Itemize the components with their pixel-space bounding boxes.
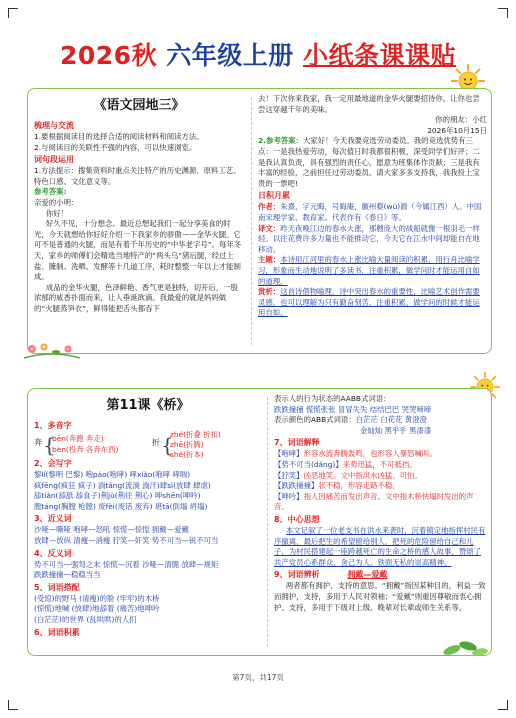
text-line: 沙哑—嘶哑 咆哮—怒吼 惊慌—惊惶 拥戴—爱戴 <box>34 525 189 535</box>
explain-item <box>274 449 487 460</box>
text-line: 跌跌撞撞 慌慌张张 冒冒失失 结结巴巴 哭哭啼啼 <box>274 404 432 414</box>
polyphone-reading: zhē(折腾) <box>170 440 204 449</box>
letter-paragraph: 成品的金华火腿，色泽鲜艳、香气更是独特，切开后，一股浓郁的咸香扑面而来，让人垂涎欲滴。我最爱的就是妈妈做的“火腿蒸笋衣”，鲜得能把舌头都吞下 <box>34 282 238 313</box>
crop-mark-top-left <box>8 8 18 18</box>
text: 昨天夜晚江边的春水大涨，那艘庞大的战船就像一根羽毛一样轻。以往花费许多力量也不能推动它，今天它在江水中间却能自在地移动。 <box>258 223 480 254</box>
panel-yuwen-yuandi <box>27 88 492 354</box>
text-line: 势不可当—强弩之末 惊慌—沉着 沙哑—清脆 放肆—规矩 <box>34 559 219 569</box>
section-title: 7、词语解释 <box>274 438 320 448</box>
section-title: 日积月累 <box>258 191 290 201</box>
poem-appreciation <box>258 287 487 319</box>
section-title: 参考答案: <box>34 187 67 197</box>
letter-to: 亲爱的小明： <box>34 197 79 207</box>
polyphone-reading: shé(折本) <box>170 450 204 459</box>
poem-theme <box>258 255 487 287</box>
answer-2 <box>258 136 487 189</box>
text: 表示颜色的ABB式词语： <box>274 415 356 425</box>
text-line: 表示人的行为状态的AABB式词语： <box>274 394 391 403</box>
panel1-left-column <box>28 89 250 353</box>
crop-mark-bottom-left <box>8 700 18 710</box>
polyphone-reading: zhé(折叠 折扣) <box>170 430 221 439</box>
panel2-heading: 第11课《桥》 <box>106 398 190 413</box>
polyphone-reading: bèn(投奔 各奔东西) <box>52 445 119 454</box>
text: 这首诗借物喻理，诗中突出春水的重要性，比喻艺术创作需要灵感，也可以理解为只有勤奋刻苦，注重积累，做学问的时候才能运用自如。 <box>258 287 480 318</box>
text-line: 2.与阅读目的关联性不强的内容，可以快速浏览。 <box>34 142 197 152</box>
text: 状不稳，形容走路不稳。 <box>318 481 400 491</box>
letter-date: 2026年10月15日 <box>427 125 487 135</box>
title-part-1: 2026秋 <box>59 41 167 70</box>
explain-item <box>274 460 487 471</box>
letter-signature: 你的朋友：小红 <box>435 115 487 125</box>
text-line: 1.要根据阅读目的选择合适的阅读材料和阅读方法。 <box>34 132 204 141</box>
answer-text: 大家好！今天我要竞选劳动委员。我的竞选优势有三点：一是我热爱劳动，每次值日时我都很积极，深受同学们好评；二是我认真负责，具有强烈的责任心，愿意为班集体作贡献；三是我有丰富的经验，之前担任过劳动委员。请大家多多支持我，我我投上宝贵的一票吧! <box>258 136 480 188</box>
text: 白茫茫 白花花 黄澄澄 <box>355 415 427 425</box>
panel2-right-column <box>268 389 492 655</box>
text-line: (受惊)的野马 (清瘦)的脸 (牢牢)的木桥 <box>34 593 160 603</box>
section-title: 1、多音字 <box>34 421 72 430</box>
section-title: 4、反义词 <box>34 548 72 558</box>
compare-words: 拥戴—爱戴 <box>347 570 388 580</box>
letter-greet: 你好！ <box>45 208 69 218</box>
text-line: 1.方法提示：搜集资料时重点关注特产的历史渊源、原料工艺、特色口感、文化意义等。 <box>34 166 241 186</box>
leaf-icon <box>440 636 490 660</box>
explain-item <box>274 471 487 482</box>
word: 【呻吟】 <box>274 491 304 501</box>
text: 形容水流奔腾轰鸣，也形容人暴怒喊叫。 <box>303 449 437 459</box>
title-part-2: 六年级上册 <box>166 41 303 70</box>
text: 来势迅猛，不可抵挡。 <box>342 459 417 469</box>
text: 凶恶地笑。文中指洪水凶猛、可怕。 <box>303 470 422 480</box>
page-footer: 第7页，共17页 <box>232 673 284 682</box>
section-title: 词句段运用 <box>34 155 74 165</box>
page-title <box>0 36 516 72</box>
text-line: 跌跌撞撞—稳稳当当 <box>34 570 101 580</box>
panel2-left-column <box>28 389 268 655</box>
polyphone-char: 奔 <box>34 438 42 447</box>
text: 指人因痛苦而发出声音。文中指木桥快塌时发出的声音。 <box>274 491 474 512</box>
label: 作者： <box>258 202 281 212</box>
section-title: 8、中心思想 <box>274 514 320 524</box>
letter-paragraph: 好久不见，十分想念。最近总想起我们一起分享美食的时光，今天就想给你好好介绍一下我家乡的骄傲——金华火腿。它可不是普通的火腿，而是有着千年历史的“中华老字号”。每年冬天，家乡的师傅们会精选当地特产的“两头乌”猪后腿，经过上盐、腌制、洗晒、发酵等十几道工序，耗时整整一年以上才能制成。 <box>34 219 242 282</box>
brace-icon: { <box>161 433 174 457</box>
section-title: 6、词语积累 <box>34 627 80 637</box>
panel1-heading: 《语文园地三》 <box>93 98 185 113</box>
crop-mark-top-right <box>498 8 508 18</box>
label: 译文： <box>258 223 281 233</box>
crop-mark-bottom-right <box>498 700 508 710</box>
letter-paragraph: 去！下次你来我家，我一定用最地道的金华火腿要招待你，让你也尝尝这穿越千年的美味。 <box>258 94 480 114</box>
text-line: (白茫茫)的世界 (乱哄哄)的人们 <box>34 614 137 624</box>
section-title-9 <box>274 569 487 581</box>
brace-icon: { <box>43 433 56 457</box>
section-title: 3、近义词 <box>34 514 72 524</box>
text: 本诗用江河里的春水上涨比喻大量阅读的积累，用行舟比喻学习，形象而生动地说明了多读书，注重积累，做学问时才能运用自如的道理。 <box>258 255 480 286</box>
text-line: 黎lí(黎明 巴黎) 咆páo(咆哮) 哮xiào(咆哮 哮喘) <box>34 470 191 479</box>
flower-icon <box>22 338 82 360</box>
polyphone-group <box>34 430 262 459</box>
answer-label: 2.参考答案： <box>258 136 303 146</box>
title-part-3: 小纸条课课贴 <box>303 41 457 70</box>
word: 【跌跌撞撞】 <box>274 481 319 491</box>
text: 朱熹，字元晦，号晦庵，徽州婺(wù)源（今属江西）人。中国南宋理学家、教育家。代表作有《春日》等。 <box>258 202 482 222</box>
text-line: 疯fēng(疯狂 疯子) 淌tǎng(流淌 淌汗)肆sì(放肆 肆虐) <box>34 480 211 490</box>
explain-item <box>274 481 487 492</box>
compare-text: 两者都有拥护、支持的意思。“拥戴”指因某种目的，利益一致而拥护，支持，多用于人民对领袖；“爱戴”则重因尊敬而衷心拥护、支持，多用于下级对上级、晚辈对长辈或师生关系等。 <box>274 581 486 612</box>
poem-author <box>258 202 487 223</box>
section-title: 5、词语搭配 <box>34 582 80 592</box>
text-line: 放肆—放纵 清瘦—消瘦 狞笑—奸笑 势不可当—锐不可当 <box>34 535 219 545</box>
label: 赏析： <box>258 287 281 297</box>
word: 【狞笑】 <box>274 470 304 480</box>
section-title: 2、会写字 <box>34 459 72 468</box>
polyphone-reading: bēn(奔跑 奔走) <box>52 434 104 443</box>
section-title: 梳理与交流 <box>34 121 74 130</box>
panel-lesson-11 <box>27 388 492 656</box>
word: 【咆哮】 <box>274 449 304 459</box>
center-idea: 本文记叙了一位老支书在洪水来袭时，沉着镇定地指挥村民有序撤离，最后把生的希望留给别人，把死的危险留给自己和儿子，为村民搭建起一座跨越死亡的生命之桥的感人故事，赞颂了共产党员心系群众、舍己为人、铁面无私的崇高精神。 <box>274 525 486 567</box>
poem-translation <box>258 224 487 256</box>
polyphone-char: 折 <box>152 438 160 447</box>
text-line: 舔tiǎn(舔舐 舔食子)荆jù(荆往 荆心) 呻shēn(呻吟) <box>34 491 201 501</box>
text-line <box>274 415 487 426</box>
text-line: (惊慌)地喊 (放肆)地舔着 (痛苦)地呻吟 <box>34 604 160 614</box>
section-title: 9、词语辨析 <box>274 570 320 580</box>
panel1-right-column <box>252 89 492 353</box>
explain-item <box>274 492 487 513</box>
text-line: 金灿灿 黑乎乎 黑漆漆 <box>360 425 432 435</box>
word: 【势不可当(dǎng)】 <box>274 459 343 469</box>
text-line: 膛táng(胸膛 枪膛) 废fèi(废话 废弃) 堪tā(倒塌 坍塌) <box>34 501 208 511</box>
label: 主题： <box>258 255 281 265</box>
